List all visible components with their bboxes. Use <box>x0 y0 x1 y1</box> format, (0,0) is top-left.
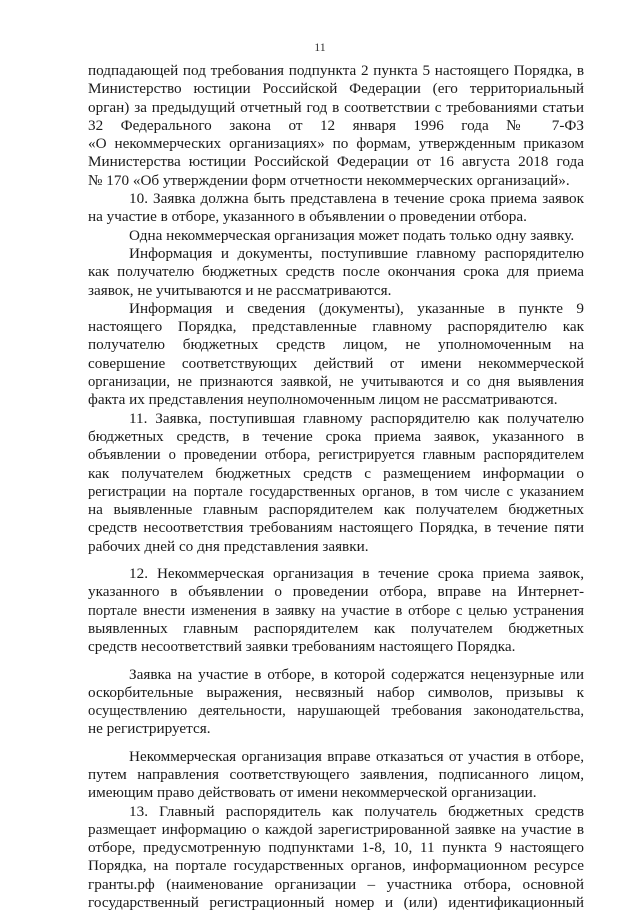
text-line: Одна некоммерческая организация может подать только одну заявку. <box>129 226 575 244</box>
text-line: как получателю бюджетных средств после окончания срока для приема <box>88 263 584 281</box>
text-line: получателю бюджетных средств лицом, не уполномоченным на <box>88 336 584 354</box>
text-line: 10. Заявка должна быть представлена в течение срока приема заявок <box>129 190 584 208</box>
text-line: бюджетных средств, в течение срока приема заявок, указанного в <box>88 427 584 445</box>
text-line: «О некоммерческих организациях» по формам, утвержденным приказом <box>88 135 584 153</box>
text-line: государственный регистрационный номер и (или) идентификационный <box>88 894 584 912</box>
text-line: регистрации на портале государственных органов, в том числе с указанием <box>88 483 584 500</box>
text-line: совершение соответствующих действий от имени некоммерческой <box>88 354 584 372</box>
paragraph-gap <box>88 556 584 565</box>
text-line: указанного в объявлении о проведении отбора, вправе на Интернет- <box>88 583 584 601</box>
text-line: орган) за предыдущий отчетный год в соответствии с требованиями статьи <box>88 98 584 116</box>
text-line: Порядка, на портале государственных органов, информационном ресурсе <box>88 857 584 875</box>
text-line: не регистрируется. <box>88 720 211 738</box>
text-line: имеющим право действовать от имени некоммерческой организации. <box>88 784 537 802</box>
text-line: объявлении о проведении отбора, регистрируется главным распорядителем <box>88 447 584 464</box>
text-line: Информация и сведения (документы), указанные в пункте 9 <box>129 299 584 317</box>
text-line: оскорбительные выражения, несвязный набор символов, призывы к <box>88 683 584 701</box>
text-line: средств несоответствий заявки требованиям настоящего Порядка. <box>88 638 516 656</box>
text-line: Министерства юстиции Российской Федерации от 16 августа 2018 года <box>88 153 584 171</box>
text-line: 12. Некоммерческая организация в течение срока приема заявок, <box>129 565 584 583</box>
text-line: средств несоответствия требованиям настоящего Порядка, в течение пяти <box>88 519 584 537</box>
document-body <box>88 62 584 912</box>
text-line: портале внести изменения в заявку на участие в отборе с целью устранения <box>88 602 584 619</box>
text-line: № 170 «Об утверждении форм отчетности некоммерческих организаций». <box>88 171 570 189</box>
text-line: настоящего Порядка, представленные главному распорядителю как <box>88 318 584 336</box>
text-line: размещает информацию о каждой зарегистрированной заявке на участие в <box>88 820 584 838</box>
text-line: 11. Заявка, поступившая главному распорядителю как получателю <box>129 409 584 427</box>
text-line: 32 Федерального закона от 12 января 1996 года № 7-ФЗ <box>88 116 584 134</box>
text-line: Заявка на участие в отборе, в которой содержатся нецензурные или <box>129 665 584 683</box>
text-line: осуществлению деятельности, нарушающей требования законодательства, <box>88 703 584 720</box>
paragraph-gap <box>88 739 584 748</box>
paragraph-gap <box>88 657 584 666</box>
text-line: Министерство юстиции Российской Федерации (его территориальный <box>88 80 584 98</box>
text-line: Информация и документы, поступившие главному распорядителю <box>129 244 584 262</box>
text-line: выявленных главным распорядителем как получателем бюджетных <box>88 619 584 637</box>
text-line: заявок, не учитываются и не рассматриваются. <box>88 281 392 299</box>
text-line: как получателем бюджетных средств с размещением информации о <box>88 464 584 482</box>
text-line: факта их представления неуполномоченным лицом не рассматриваются. <box>88 391 558 409</box>
text-line: отборе, предусмотренную подпунктами 1-8, 10, 11 пункта 9 настоящего <box>88 839 584 857</box>
text-line: на выявленные главным распорядителем как получателем бюджетных <box>88 501 584 519</box>
text-line: Некоммерческая организация вправе отказаться от участия в отборе, <box>129 747 584 765</box>
text-line: подпадающей под требования подпункта 2 пункта 5 настоящего Порядка, в <box>88 62 584 79</box>
page-number: 11 <box>314 40 326 54</box>
text-line: 13. Главный распорядитель как получатель бюджетных средств <box>129 802 584 820</box>
text-line: рабочих дней со дня представления заявки. <box>88 537 369 555</box>
text-line: организации, не признаются заявкой, не учитываются и со дня выявления <box>88 374 584 391</box>
text-line: гранты.рф (наименование организации – участника отбора, основной <box>88 875 584 893</box>
text-line: путем направления соответствующего заявления, подписанного лицом, <box>88 765 584 783</box>
text-line: на участие в отборе, указанного в объявлении о проведении отбора. <box>88 208 527 226</box>
